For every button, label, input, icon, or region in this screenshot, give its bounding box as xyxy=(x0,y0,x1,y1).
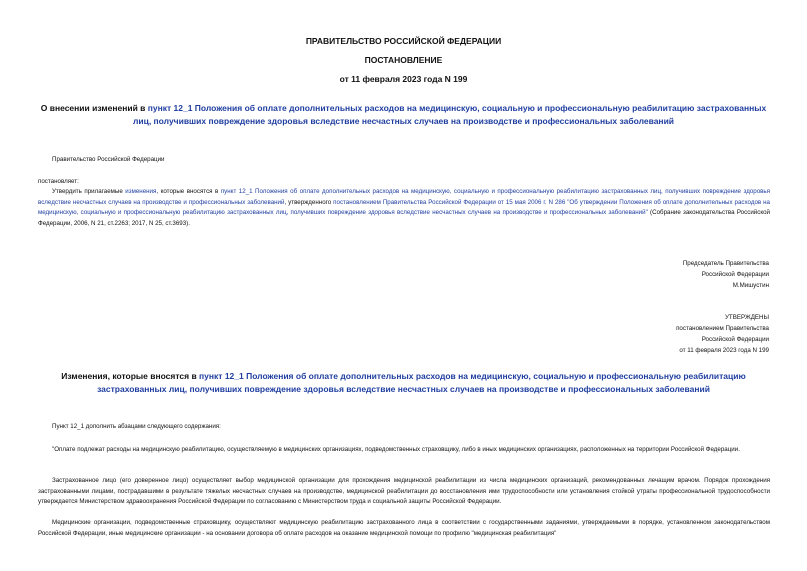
changes-paragraph-2: Застрахованное лицо (его доверенное лицо) осуществляет выбор медицинской организации для прохождения медицинской реабилитации из числа медицинских организаций, рекомендованных лечащим врачом. Порядок прохождения застрахованными лицами, пострадавшими в результате тяжелых несчастных случаев на производстве, медицинской реабилитации до восстановления ими трудоспособности или установления стойкой утраты профессиональной трудоспособности утверждается Министерством здравоохранения Российской Федерации по согласованию с Министерством труда и социальной защиты Российской Федерации. xyxy=(38,477,770,506)
changes-intro: Пункт 12_1 дополнить абзацами следующего содержания: xyxy=(52,423,221,430)
signature-block xyxy=(683,258,769,291)
date-number-heading: от 11 февраля 2023 года N 199 xyxy=(339,74,468,84)
changes-title-prefix: Изменения, которые вносятся в xyxy=(61,371,200,381)
government-line: Правительство Российской Федерации xyxy=(52,156,165,163)
approved-line-4: от 11 февраля 2023 года N 199 xyxy=(679,347,769,354)
resolution-title-link[interactable]: пункт 12_1 Положения об оплате дополнительных расходов на медицинскую, социальную и профессиональную реабилитацию застрахованных лиц, получивших повреждение здоровья вследствие несчастных случаев на производстве и профессиональных заболеваний xyxy=(132,103,767,126)
approved-line-2: постановлением Правительства xyxy=(676,325,769,332)
resolution-title-prefix: О внесении изменений в xyxy=(40,103,148,113)
approve-text-2: , которые вносятся в xyxy=(156,188,221,195)
signature-line-2: Российской Федерации xyxy=(701,271,769,278)
resolution-title xyxy=(40,102,767,127)
approved-line-3: Российской Федерации xyxy=(701,336,769,343)
clause-link[interactable]: пункт 12_1 Положения об оплате дополнительных расходов на медицинскую, социальную и профессиональную реабилитацию застрахованных лиц, получивших повреждение здоровья вследствие несчастных случаев на производстве и профессиональных заболеваний xyxy=(38,188,770,206)
signature-line-1: Председатель Правительства xyxy=(682,260,769,267)
signature-line-3: М.Мишустин xyxy=(732,282,769,289)
resolution-286-link[interactable]: постановлением Правительства Российской Федерации от 15 мая 2006 г. N 286 "Об утверждении Положения об оплате дополнительных расходов на медицинскую, социальную и профессиональную реабилитацию застрахованных лиц, получивших повреждение здоровья вследствие несчастных случаев на производстве и профессиональных заболеваний" xyxy=(38,198,770,217)
approve-text-3: , утвержденного xyxy=(284,198,334,206)
approved-line-1: УТВЕРЖДЕНЫ xyxy=(725,314,769,321)
org-heading: ПРАВИТЕЛЬСТВО РОССИЙСКОЙ ФЕДЕРАЦИИ xyxy=(305,36,502,46)
changes-paragraph-3: Медицинские организации, подведомственные страховщику, осуществляют медицинскую реабилитацию застрахованного лица в соответствии с государственными заданиями, утверждаемыми в порядке, установленном законодательством Российской Федерации, иные медицинские организации - на основании договора об оплате расходов на оказание медицинской помощи по профилю "медицинская реабилитация" xyxy=(38,519,770,537)
approve-paragraph xyxy=(38,187,770,229)
approve-text-1: Утвердить прилагаемые xyxy=(52,188,126,195)
changes-link[interactable]: изменения xyxy=(125,188,157,195)
approved-block xyxy=(676,312,769,356)
decides-line: постановляет: xyxy=(38,178,79,185)
approve-text-4: (Собрание законодательства Российской Федерации, 2006, N 21, ст.2263; 2017, N 25, ст.3693). xyxy=(38,209,770,227)
changes-title xyxy=(40,370,767,395)
changes-paragraph-1: "Оплате подлежат расходы на медицинскую реабилитацию, осуществляемую в медицинских организациях, подведомственных страховщику, либо в иных медицинских организациях, расположенных на территории Российской Федерации. xyxy=(52,446,740,453)
changes-title-link[interactable]: пункт 12_1 Положения об оплате дополнительных расходов на медицинскую, социальную и профессиональную реабилитацию застрахованных лиц, получивших повреждение здоровья вследствие несчастных случаев на производстве и профессиональных заболеваний xyxy=(97,371,746,394)
doc-type-heading: ПОСТАНОВЛЕНИЕ xyxy=(364,55,443,65)
